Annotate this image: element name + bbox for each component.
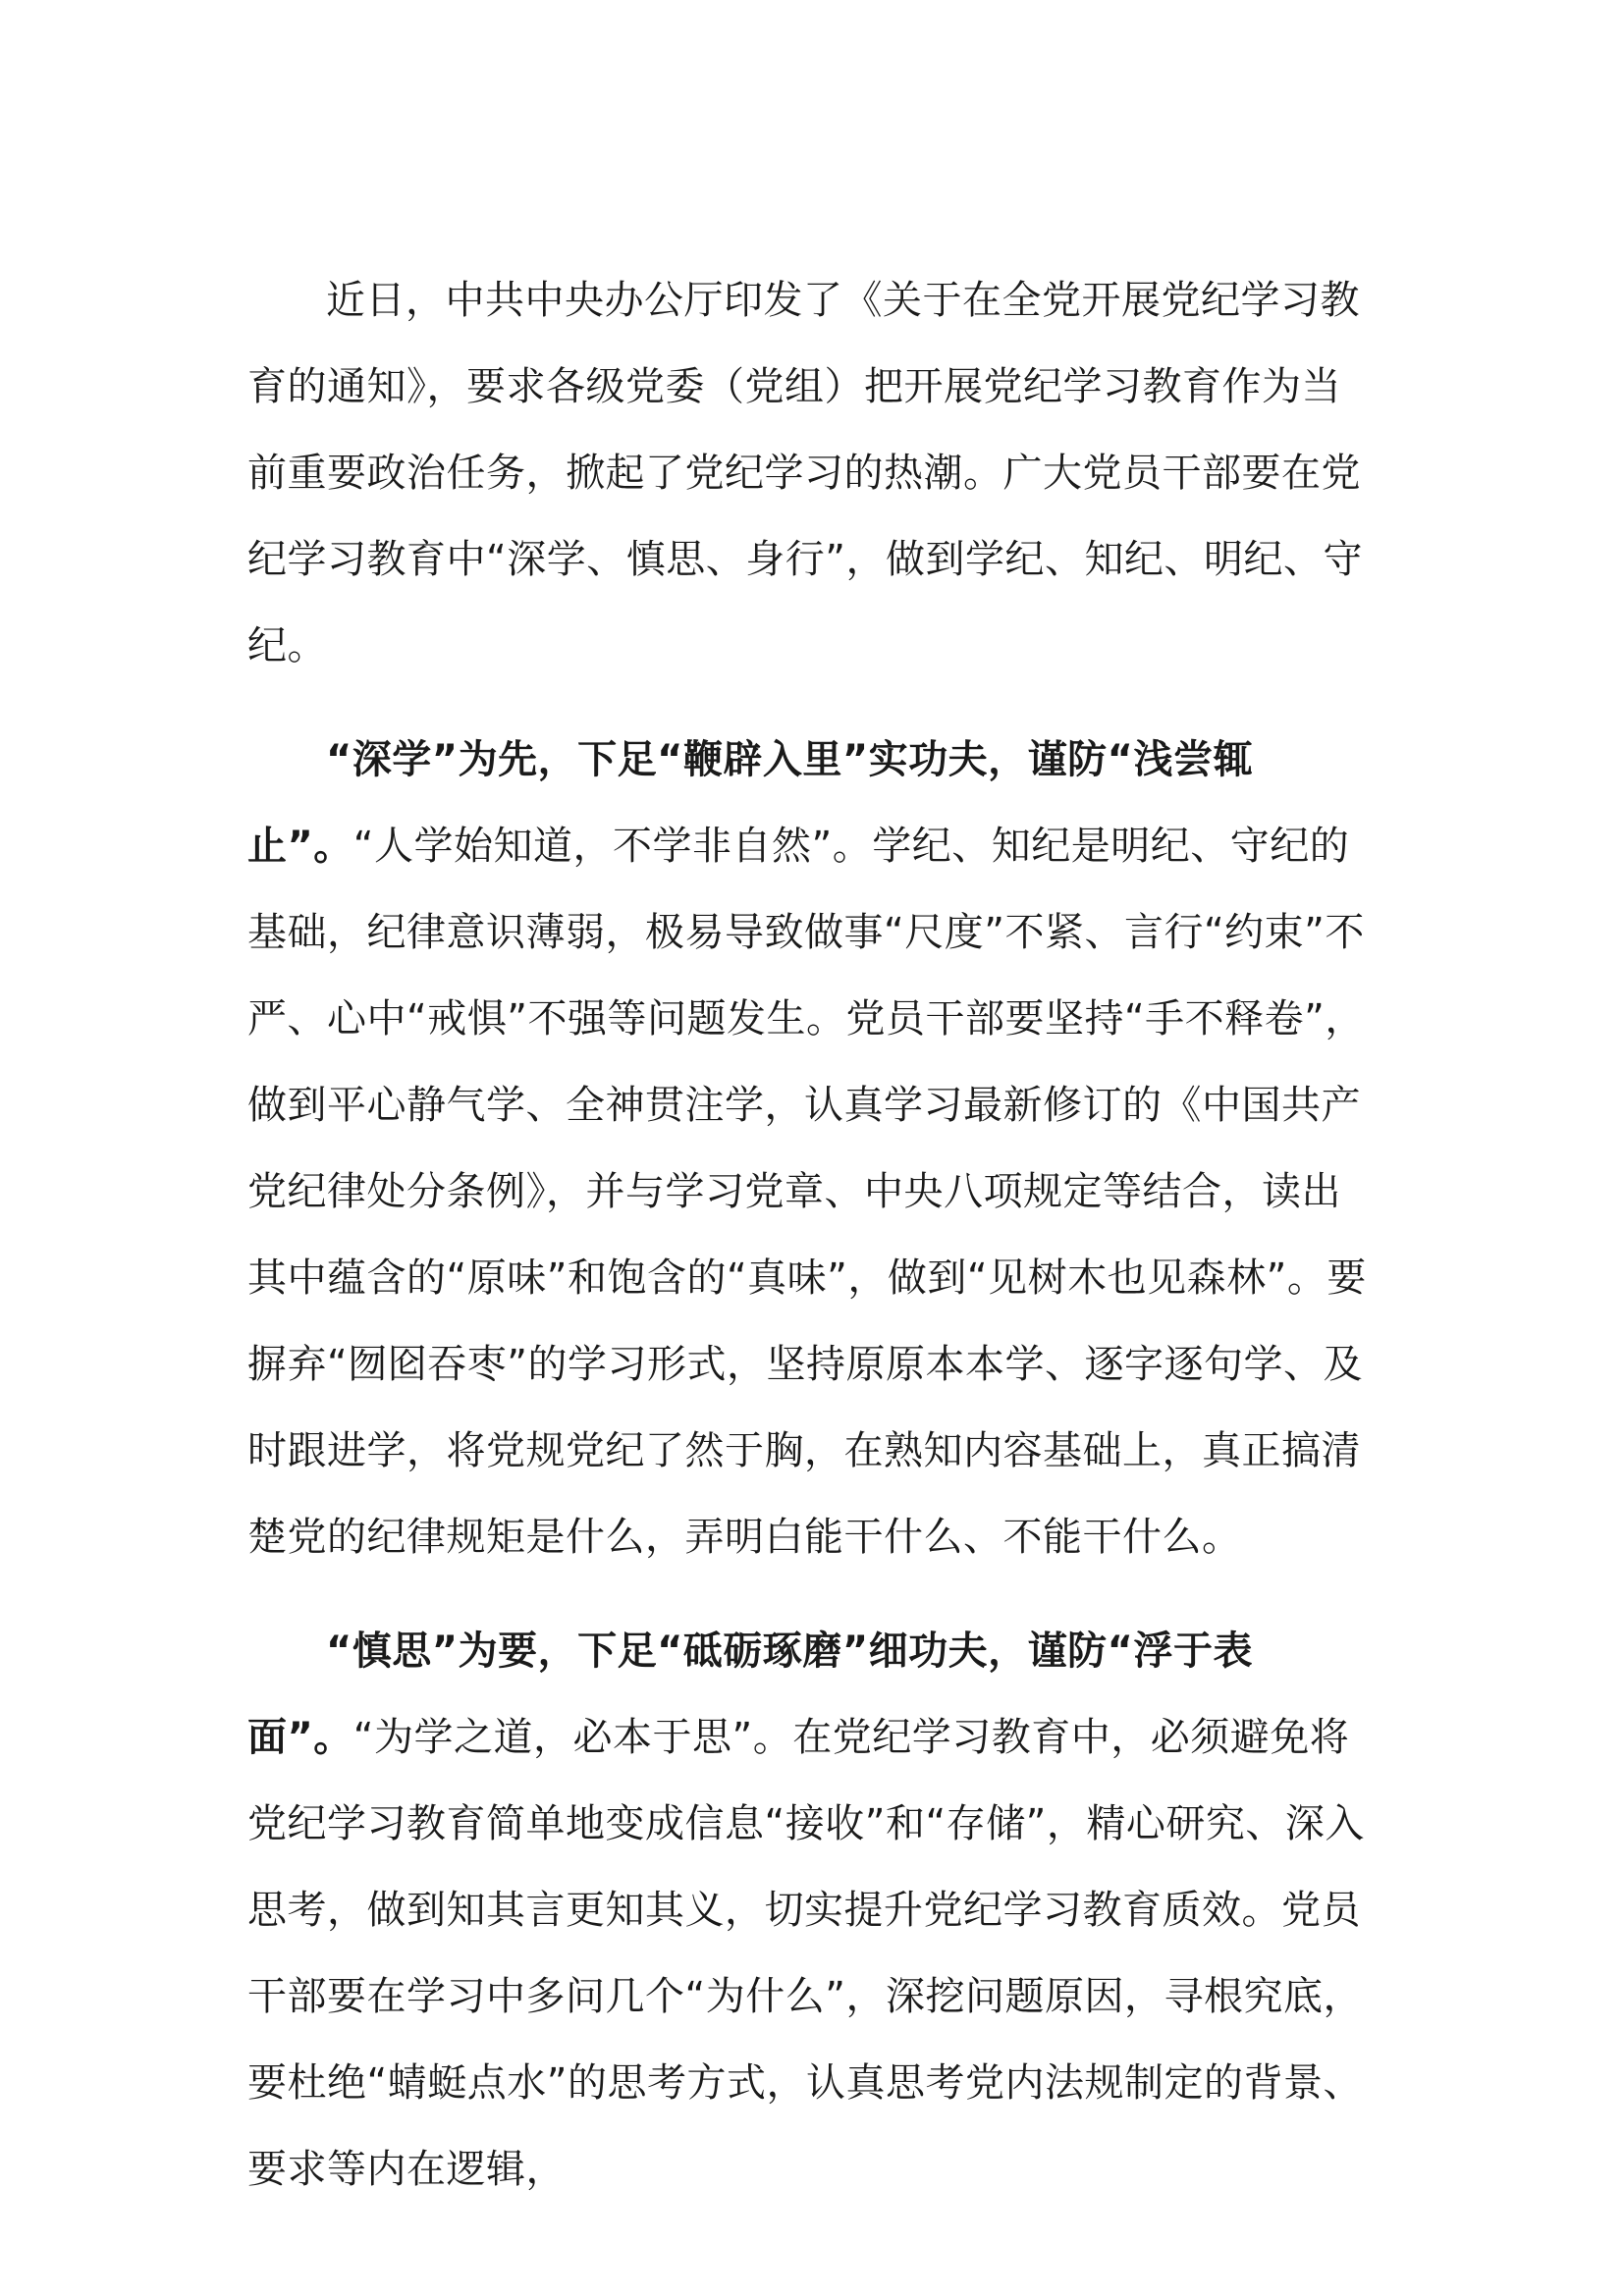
careful-thought-heading: “慎思”为要，下足“砥砺琢磨”细功夫，谨防“浮于表面”。 xyxy=(247,1629,1253,1760)
deep-study-heading: “深学”为先，下足“鞭辟入里”实功夫，谨防“浅尝辄止”。 xyxy=(247,737,1253,869)
deep-study-paragraph xyxy=(247,717,1377,1580)
document-body xyxy=(247,257,1377,2213)
intro-paragraph xyxy=(247,257,1377,689)
intro-paragraph-text: 近日，中共中央办公厅印发了《关于在全党开展党纪学习教育的通知》，要求各级党委（党组）把开展党纪学习教育作为当前重要政治任务，掀起了党纪学习的热潮。广大党员干部要在党纪学习教育中“深学、慎思、身行”，做到学纪、知纪、明纪、守纪。 xyxy=(247,278,1363,668)
careful-thought-paragraph xyxy=(247,1608,1377,2213)
careful-thought-text: “为学之道，必本于思”。在党纪学习教育中，必须避免将党纪学习教育简单地变成信息“接收”和“存储”，精心研究、深入思考，做到知其言更知其义，切实提升党纪学习教育质效。党员干部要在学习中多问几个“为什么”，深挖问题原因，寻根究底，要杜绝“蜻蜓点水”的思考方式，认真思考党内法规制定的背景、要求等内在逻辑， xyxy=(247,1715,1365,2192)
deep-study-text: “人学始知道，不学非自然”。学纪、知纪是明纪、守纪的基础，纪律意识薄弱，极易导致做事“尺度”不紧、言行“约束”不严、心中“戒惧”不强等问题发生。党员干部要坚持“手不释卷”，做到平心静气学、全神贯注学，认真学习最新修订的《中国共产党纪律处分条例》，并与学习党章、中央八项规定等结合，读出其中蕴含的“原味”和饱含的“真味”，做到“见树木也见森林”。要摒弃“囫囵吞枣”的学习形式，坚持原原本本学、逐字逐句学、及时跟进学，将党规党纪了然于胸，在熟知内容基础上，真正搞清楚党的纪律规矩是什么，弄明白能干什么、不能干什么。 xyxy=(247,824,1367,1560)
